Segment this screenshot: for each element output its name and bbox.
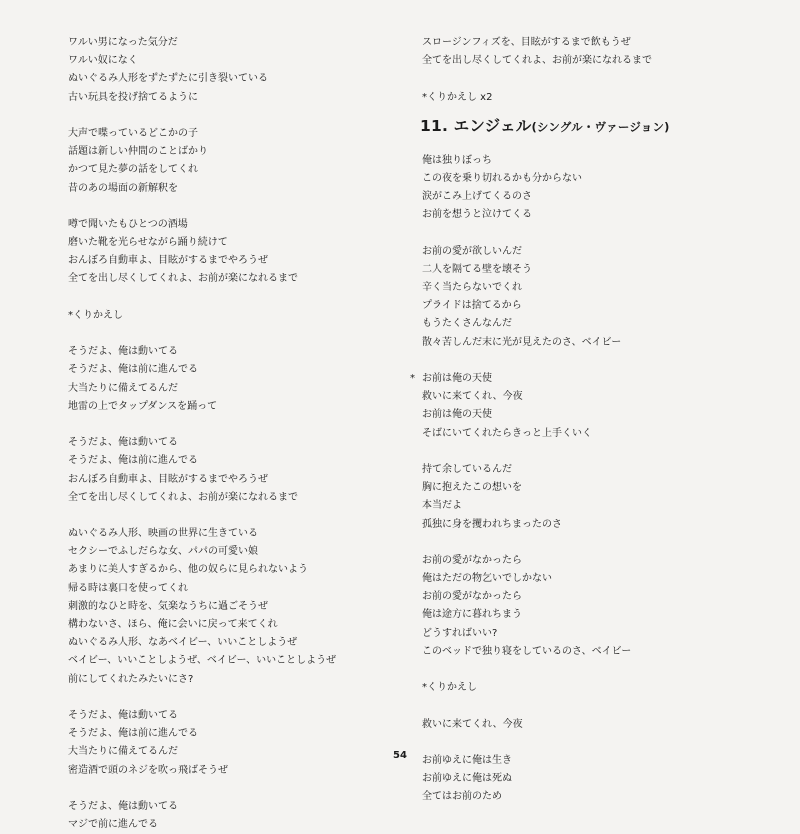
lyric-text: そうだよ、俺は動いてる [68,709,178,721]
lyric-text: お前の愛がなかったら [422,591,522,603]
lyric-text: そうだよ、俺は前に進んでる [68,728,198,740]
lyric-line [68,143,398,161]
lyric-text: そうだよ、俺は前に進んでる [68,364,198,376]
lyric-line [422,479,752,497]
lyric-text: お前ゆえに俺は死ぬ [422,773,512,785]
lyric-line [68,234,398,252]
song-title-subtitle: (シングル・ヴァージョン) [531,119,670,134]
lyric-line [68,616,398,634]
lyric-text: ワルい奴になく [68,55,138,67]
lyric-line [68,343,398,361]
lyric-text: 密造酒で頭のネジを吹っ飛ばそうぜ [68,764,228,776]
stanza-break [68,507,398,525]
lyric-text: プライドは捨てるから [422,300,522,312]
lyric-line [422,261,752,279]
lyric-line [68,762,398,780]
lyric-text: 昔のあの場面の新解釈を [68,182,178,194]
lyric-text: かつて見た夢の話をしてくれ [68,164,198,176]
lyric-text: あまりに美人すぎるから、他の奴らに見られないよう [68,564,308,576]
lyric-line [422,152,752,170]
lyric-line [68,125,398,143]
lyric-line [422,315,752,333]
lyric-line [68,561,398,579]
stanza-break [68,416,398,434]
lyric-line [422,334,752,352]
lyric-text: セクシーでふしだらな女、パパの可愛い娘 [68,546,258,558]
page-number: 54 [393,750,407,761]
lyric-line [68,252,398,270]
lyric-text: おんぼろ自動車よ、目眩がするまでやろうぜ [68,473,268,485]
lyric-text: 帰る時は裏口を使ってくれ [68,582,188,594]
stanza-break [422,352,752,370]
lyric-line [422,170,752,188]
song-lyrics [410,152,752,807]
lyric-line [422,788,752,806]
lyric-line [68,725,398,743]
lyric-line [422,497,752,515]
lyric-line [68,70,398,88]
lyric-line [422,625,752,643]
lyric-text: *くりかえし [68,309,123,321]
lyric-line [68,52,398,70]
lyric-line [68,489,398,507]
lyric-line [422,552,752,570]
lyric-text: 大当たりに備えてるんだ [68,382,178,394]
lyric-text: マジで前に進んでる [68,819,158,831]
lyric-text: 俺は途方に暮れちまう [422,609,522,621]
lyric-text: 大声で喋っているどこかの子 [68,127,198,139]
lyric-line [68,270,398,288]
lyric-text: 本当だよ [422,500,462,512]
lyric-line [422,243,752,261]
lyric-text: お前は俺の天使 [422,373,492,384]
lyric-line [68,216,398,234]
lyric-line [422,606,752,624]
lyric-line [68,161,398,179]
lyric-line [422,461,752,479]
lyric-text: そうだよ、俺は前に進んでる [68,455,198,467]
lyric-text: 俺は独りぼっち [422,154,492,166]
lyric-line [68,180,398,198]
stanza-break [68,780,398,798]
lyric-line [68,798,398,816]
lyric-text: そうだよ、俺は動いてる [68,437,178,449]
lyric-text: お前の愛が欲しいんだ [422,245,522,257]
lyric-line [422,770,752,788]
lyric-text: お前を想うと泣けてくる [422,209,532,221]
lyric-text: ぬいぐるみ人形をずたずたに引き裂いている [68,73,268,85]
lyric-text: 全てを出し尽くしてくれよ、お前が楽になれるまで [68,491,298,503]
lyric-text: 噂で聞いたもひとつの酒場 [68,218,188,230]
stanza-break [422,443,752,461]
lyric-line [68,361,398,379]
lyric-text: 構わないさ、ほら、俺に会いに戻って来てくれ [68,619,278,630]
lyric-line [68,307,398,325]
stanza-break [68,198,398,216]
lyric-text: 全てを出し尽くしてくれよ、お前が楽になれるまで [68,273,298,285]
lyric-text: *くりかえし [422,682,477,694]
lyric-text: お前の愛がなかったら [422,554,522,566]
lyric-line [68,634,398,652]
lyric-line [68,816,398,834]
lyric-text: ワルい男になった気分だ [68,37,178,48]
lyric-text: 二人を隔てる壁を壊そう [422,263,532,275]
lyric-text: お前は俺の天使 [422,409,492,421]
lyric-text: おんぼろ自動車よ、目眩がするまでやろうぜ [68,255,268,267]
lyric-text: 持て余しているんだ [422,463,512,475]
lyric-text: 古い玩具を投げ捨てるように [68,91,198,103]
lyric-text: ベイビー、いいことしようぜ、ベイビー、いいことしようぜ [68,655,337,667]
lyric-text: 辛く当たらないでくれ [422,282,522,294]
lyric-line [68,89,398,107]
lyric-text: ぬいぐるみ人形、なあベイビー、いいことしようぜ [68,637,298,649]
lyric-line [422,643,752,661]
previous-song-ending [422,34,752,107]
lyric-text: 救いに来てくれ、今夜 [422,718,523,730]
lyric-line [422,279,752,297]
lyric-line [422,588,752,606]
lyric-text: このベッドで独り寝をしているのさ、ベイビー [422,645,632,657]
lyric-text: 刺激的なひと時を、気楽なうちに過ごそうぜ [68,600,268,612]
lyric-line [68,598,398,616]
chorus-marker: * [410,373,415,384]
lyric-line [422,716,752,734]
lyric-line [422,297,752,315]
lyric-text: *くりかえし x2 [422,91,493,103]
lyric-line [422,206,752,224]
lyric-line [422,388,752,406]
lyric-line [422,52,752,70]
lyric-text: どうすればいい? [422,627,498,639]
lyric-line [422,679,752,697]
lyric-line [68,434,398,452]
lyric-line [68,671,398,689]
lyric-text: 涙がこみ上げてくるのさ [422,191,532,203]
stanza-break [68,289,398,307]
right-lyrics-column [410,34,752,807]
lyric-text: 大当たりに備えてるんだ [68,746,178,758]
stanza-break [68,325,398,343]
lyric-line [68,380,398,398]
lyric-line [68,707,398,725]
lyric-text: 話題は新しい仲間のことばかり [68,146,208,158]
lyric-text: 孤独に身を攫われちまったのさ [422,518,562,530]
lyric-line [68,580,398,598]
lyric-text: 俺はただの物乞いでしかない [422,573,552,585]
lyric-line [410,370,752,388]
lyric-text: もうたくさんなんだ [422,318,512,330]
lyric-line [68,471,398,489]
stanza-break [422,661,752,679]
lyric-line [422,406,752,424]
lyric-text: 胸に抱えたこの想いを [422,482,522,494]
stanza-break [422,534,752,552]
lyric-line [68,652,398,670]
left-lyrics-column [68,34,398,834]
lyric-text: 散々苦しんだ末に光が見えたのさ、ベイビー [422,336,622,348]
lyric-text: そうだよ、俺は動いてる [68,346,178,358]
lyric-text: 磨いた靴を光らせながら踊り続けて [68,237,228,249]
lyric-line [68,34,398,52]
lyric-text: 前にしてくれたみたいにさ? [68,673,194,685]
lyric-text: この夜を乗り切れるかも分からない [422,172,582,184]
stanza-break [68,107,398,125]
stanza-break [422,70,752,88]
lyric-line [422,425,752,443]
stanza-break [422,697,752,715]
stanza-break [68,689,398,707]
song-title [420,115,752,138]
lyric-line [68,452,398,470]
lyric-text: 地雷の上でタップダンスを踊って [68,400,218,412]
stanza-break [422,225,752,243]
lyric-line [422,570,752,588]
lyric-line [68,543,398,561]
lyric-text: そうだよ、俺は動いてる [68,800,178,812]
lyric-line [68,398,398,416]
lyric-text: 救いに来てくれ、今夜 [422,391,523,403]
lyric-line [422,188,752,206]
lyric-line [422,89,752,107]
lyric-text: スロージンフィズを、目眩がするまで飲もうぜ [422,37,631,48]
lyric-line [422,516,752,534]
lyric-text: 全てを出し尽くしてくれよ、お前が楽になれるまで [422,55,652,67]
lyric-line [422,34,752,52]
lyric-text: お前ゆえに俺は生き [422,754,512,766]
lyric-text: 全てはお前のため [422,791,502,803]
lyric-text: ぬいぐるみ人形、映画の世界に生きている [68,528,258,540]
lyric-line [68,525,398,543]
song-title-main: 11. エンジェル [420,116,532,135]
lyric-text: そばにいてくれたらきっと上手くいく [422,427,592,439]
